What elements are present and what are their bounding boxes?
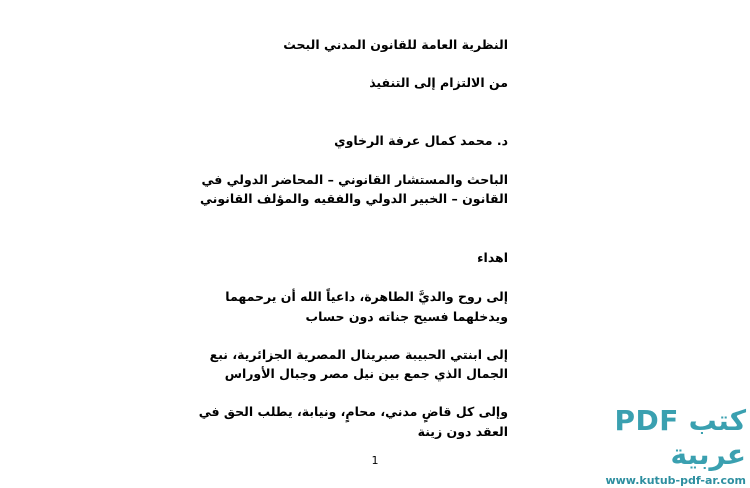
watermark-url: www.kutub-pdf-ar.com xyxy=(605,474,746,487)
dedication-paragraph-3-line-2: العقد دون زينة xyxy=(417,424,508,439)
author-name: د. محمد كمال عرفة الرخاوي xyxy=(334,133,508,148)
site-watermark xyxy=(586,404,746,488)
dedication-paragraph-2-line-1: إلى ابنتي الحبيبة صبرينال المصرية الجزائرية، نبع xyxy=(209,347,508,362)
document-title: النظرية العامة للقانون المدني البحث xyxy=(283,37,508,52)
dedication-paragraph-1-line-1: إلى روح والديَّ الطاهرة، داعياً الله أن يرحمهما xyxy=(225,289,508,304)
author-credentials-line-2: القانون – الخبير الدولي والفقيه والمؤلف القانوني xyxy=(199,191,508,206)
author-credentials-line-1: الباحث والمستشار القانوني – المحاضر الدولي في xyxy=(201,172,508,187)
document-subtitle: من الالتزام إلى التنفيذ xyxy=(369,75,508,90)
watermark-brand: كتب PDF عربية xyxy=(614,404,746,471)
dedication-paragraph-2-line-2: الجمال الذي جمع بين نيل مصر وجبال الأوراس xyxy=(224,366,508,381)
dedication-paragraph-1-line-2: ويدخلهما فسيح جناته دون حساب xyxy=(305,309,508,324)
page-number: 1 xyxy=(371,454,379,467)
dedication-paragraph-3-line-1: وإلى كل قاضٍ مدني، محامٍ، ونيابة، يطلب الحق في xyxy=(198,404,508,419)
dedication-heading: اهداء xyxy=(477,250,508,265)
